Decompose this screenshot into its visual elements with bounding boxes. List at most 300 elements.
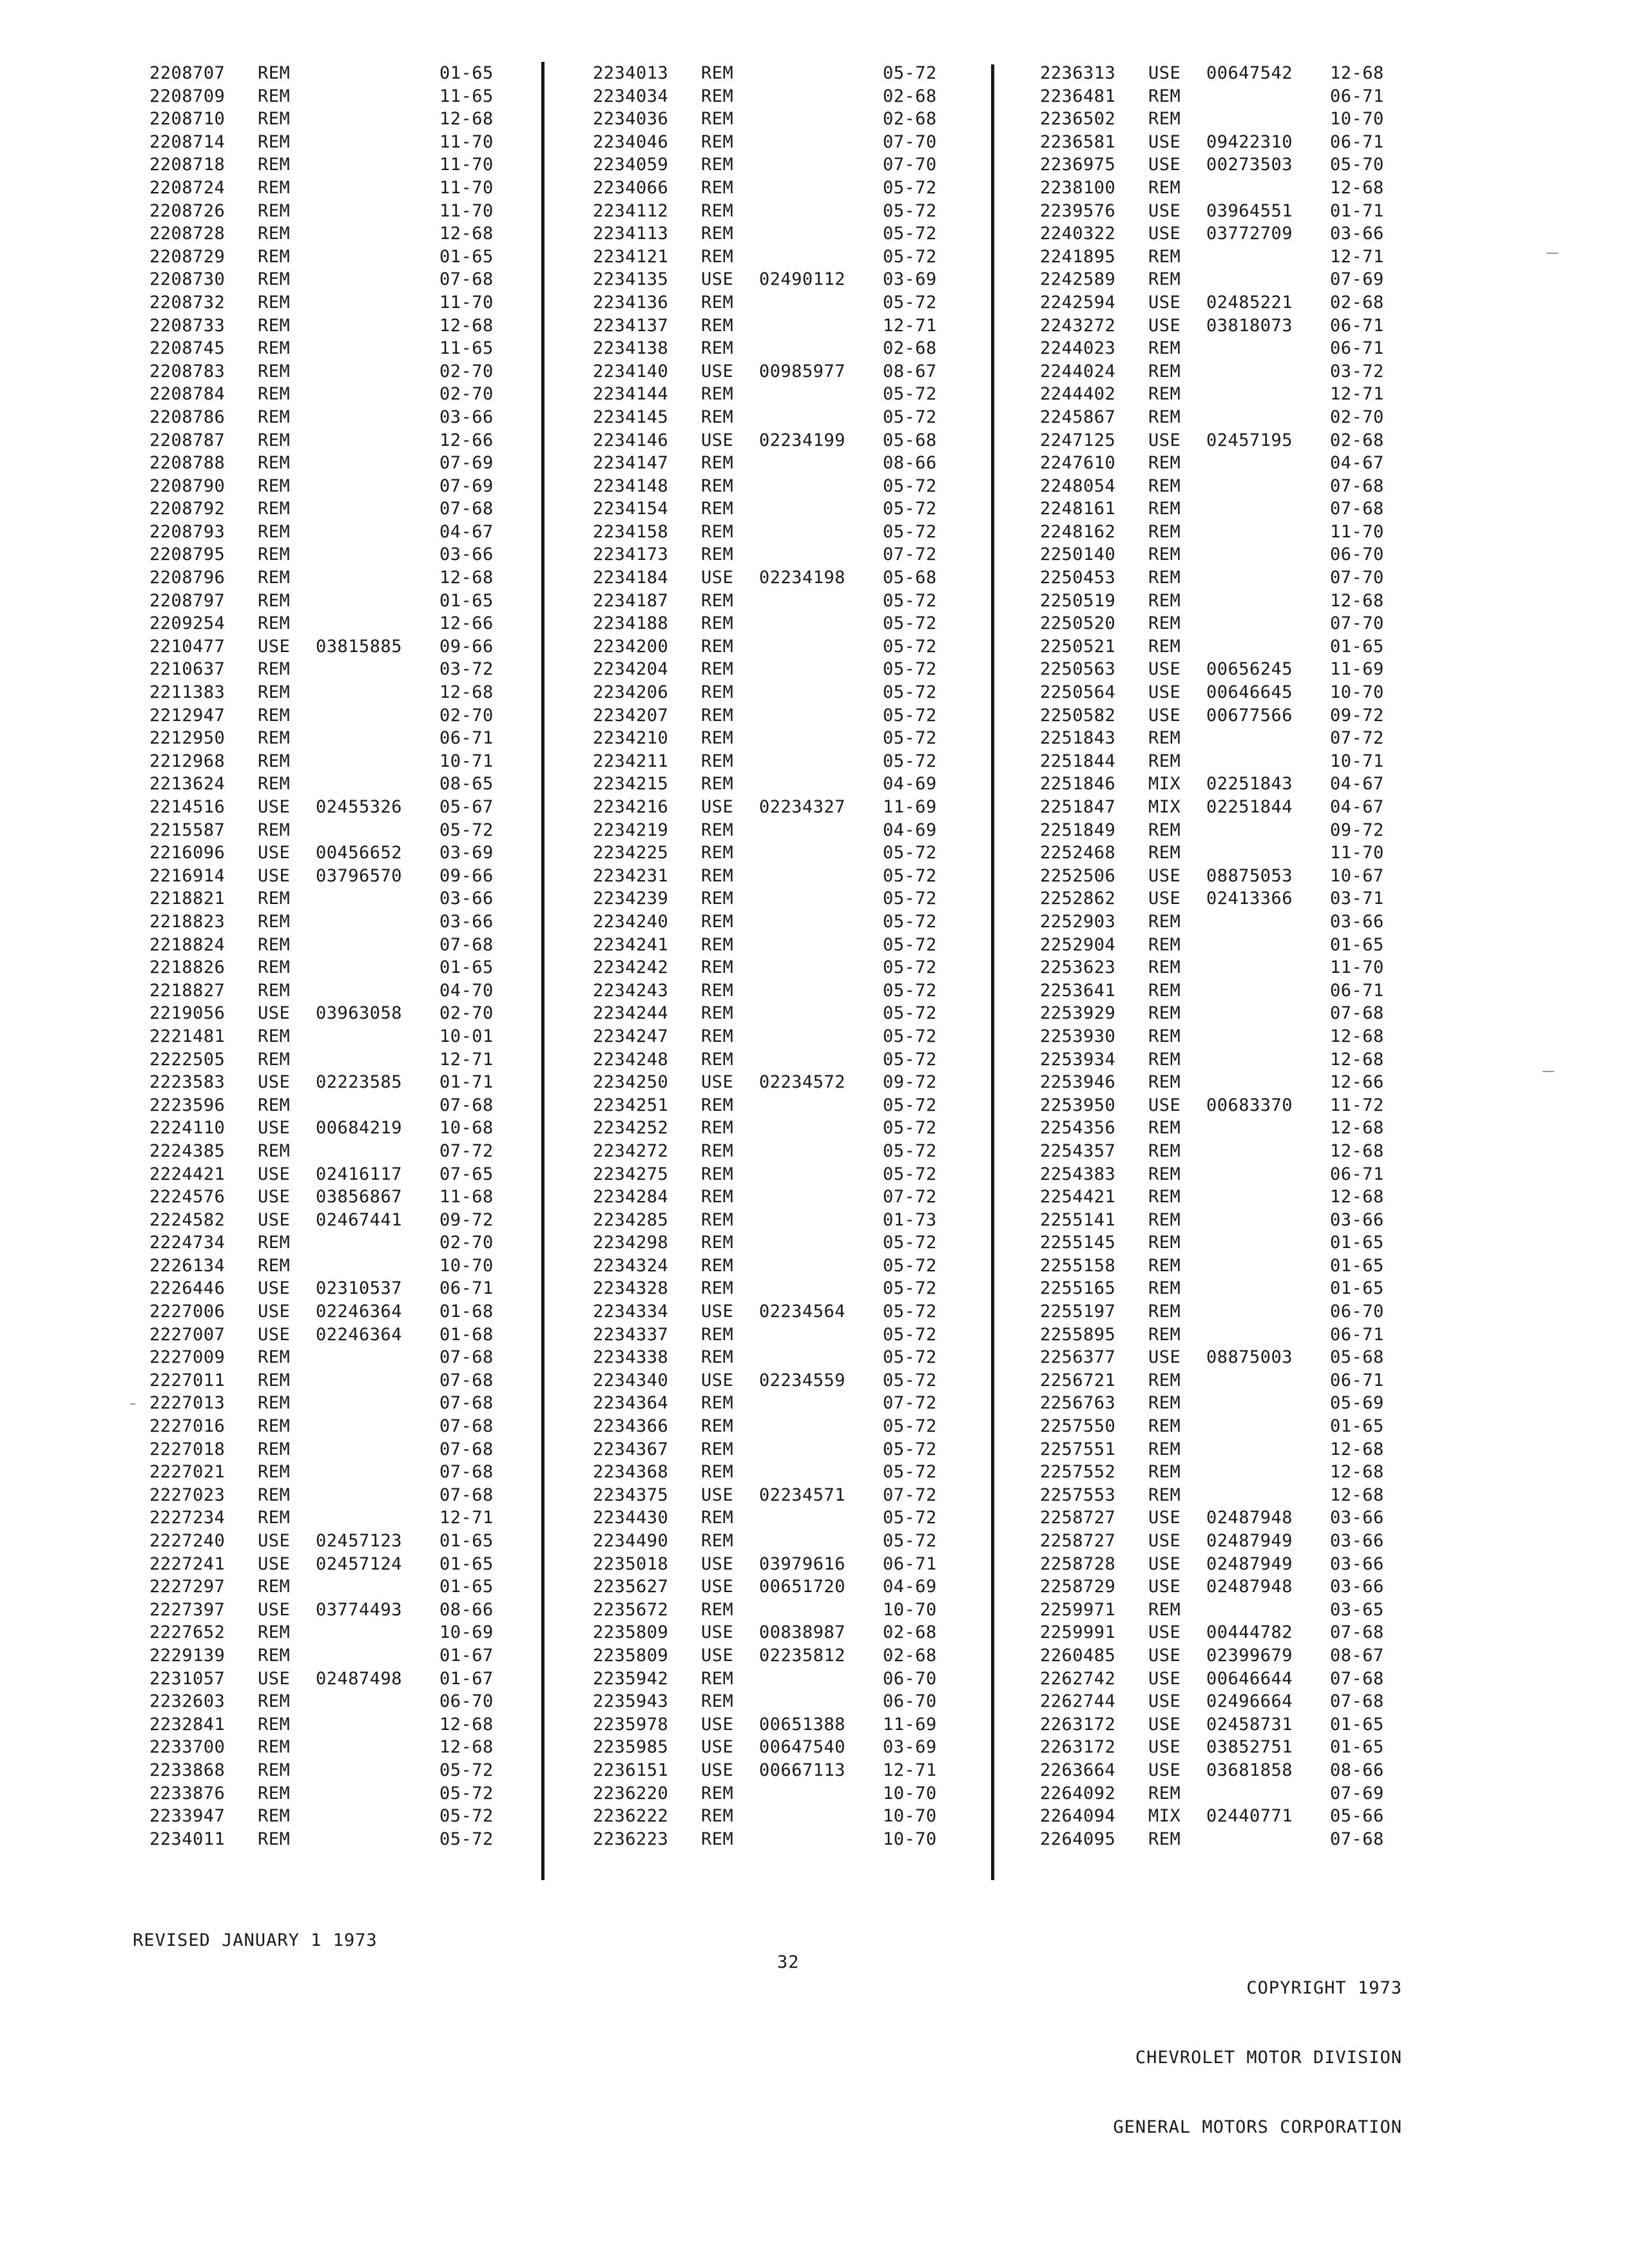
part-number: 2227021 [149, 1462, 226, 1483]
listing-row [593, 1690, 954, 1713]
listing-row [1040, 1644, 1401, 1667]
effective-date: 01-65 [1330, 1278, 1384, 1299]
action-code: REM [258, 568, 291, 588]
replacement-part: 02490112 [759, 269, 846, 290]
effective-date: 10-67 [1330, 865, 1384, 886]
action-code: REM [1148, 177, 1181, 198]
listing-row [149, 956, 510, 979]
effective-date: 07-68 [1330, 1668, 1384, 1689]
part-number: 2234034 [593, 86, 669, 106]
action-code: USE [1148, 1508, 1181, 1528]
action-code: USE [1148, 1714, 1181, 1735]
part-number: 2234154 [593, 499, 669, 519]
replacement-part: 00667113 [759, 1760, 846, 1780]
listing-row [149, 681, 510, 704]
part-number: 2208792 [149, 499, 226, 519]
action-code: REM [701, 1187, 734, 1207]
action-code: REM [1148, 384, 1181, 405]
part-number: 2255895 [1040, 1324, 1116, 1345]
replacement-part: 00651720 [759, 1577, 846, 1597]
action-code: USE [1148, 1347, 1181, 1368]
part-number: 2255141 [1040, 1209, 1116, 1230]
listing-row [1040, 1599, 1401, 1622]
part-number: 2234285 [593, 1209, 669, 1230]
part-number: 2254356 [1040, 1118, 1116, 1139]
replacement-part: 02496664 [1206, 1691, 1293, 1712]
action-code: REM [1148, 911, 1181, 932]
part-number: 2234430 [593, 1508, 669, 1528]
action-code: REM [701, 682, 734, 703]
listing-row [593, 979, 954, 1003]
action-code: REM [701, 1599, 734, 1620]
replacement-part: 00647542 [1206, 63, 1293, 83]
part-number: 2251844 [1040, 751, 1116, 771]
action-code: REM [258, 820, 291, 840]
listing-column-1 [149, 62, 510, 1850]
listing-row [593, 337, 954, 360]
part-number: 2254421 [1040, 1187, 1116, 1207]
part-number: 2234244 [593, 1003, 669, 1024]
replacement-part: 02487948 [1206, 1508, 1293, 1528]
effective-date: 05-67 [439, 797, 494, 817]
listing-row [149, 1254, 510, 1278]
listing-row [593, 406, 954, 429]
effective-date: 05-72 [883, 1462, 937, 1483]
part-number: 2242594 [1040, 292, 1116, 312]
listing-row [149, 1209, 510, 1232]
action-code: USE [701, 1760, 734, 1780]
action-code: USE [701, 1714, 734, 1735]
page-number: 32 [777, 1952, 800, 1972]
effective-date: 11-68 [439, 1187, 494, 1207]
part-number: 2236151 [593, 1760, 669, 1780]
listing-row [593, 429, 954, 452]
action-code: REM [258, 934, 291, 955]
part-number: 2234046 [593, 131, 669, 152]
action-code: REM [701, 453, 734, 474]
action-code: USE [258, 1668, 291, 1689]
listing-row [1040, 1484, 1401, 1507]
effective-date: 05-72 [883, 1255, 937, 1276]
action-code: REM [701, 246, 734, 267]
action-code: REM [258, 1049, 291, 1070]
listing-row [149, 1667, 510, 1691]
part-number: 2234207 [593, 705, 669, 726]
part-number: 2253934 [1040, 1049, 1116, 1070]
effective-date: 07-68 [439, 1370, 494, 1390]
action-code: REM [258, 980, 291, 1001]
action-code: USE [701, 1577, 734, 1597]
listing-row [1040, 1094, 1401, 1117]
effective-date: 11-70 [1330, 843, 1384, 863]
listing-row [149, 1690, 510, 1713]
action-code: USE [1148, 1531, 1181, 1551]
effective-date: 03-66 [1330, 1531, 1384, 1551]
part-number: 2227234 [149, 1508, 226, 1528]
effective-date: 11-65 [439, 338, 494, 359]
replacement-part: 02487498 [316, 1668, 403, 1689]
part-number: 2235809 [593, 1645, 669, 1666]
listing-row [1040, 1392, 1401, 1415]
effective-date: 03-66 [439, 407, 494, 427]
part-number: 2248161 [1040, 499, 1116, 519]
effective-date: 11-70 [439, 155, 494, 175]
effective-date: 12-71 [883, 1760, 937, 1780]
effective-date: 05-72 [883, 1278, 937, 1299]
part-number: 2234113 [593, 224, 669, 244]
listing-row [593, 1461, 954, 1484]
action-code: USE [701, 361, 734, 381]
effective-date: 10-70 [883, 1806, 937, 1827]
part-number: 2227397 [149, 1599, 226, 1620]
effective-date: 01-65 [439, 957, 494, 978]
replacement-part: 00456652 [316, 843, 403, 863]
effective-date: 04-67 [1330, 453, 1384, 474]
part-number: 2234324 [593, 1255, 669, 1276]
effective-date: 03-66 [439, 911, 494, 932]
part-number: 2250453 [1040, 568, 1116, 588]
part-number: 2236581 [1040, 131, 1116, 152]
action-code: REM [1148, 499, 1181, 519]
part-number: 2218824 [149, 934, 226, 955]
action-code: REM [258, 109, 291, 130]
effective-date: 12-66 [1330, 1072, 1384, 1093]
listing-row [149, 452, 510, 475]
effective-date: 05-72 [883, 476, 937, 496]
effective-date: 05-72 [883, 177, 937, 198]
action-code: USE [258, 1209, 291, 1230]
action-code: REM [258, 246, 291, 267]
effective-date: 07-72 [883, 1485, 937, 1505]
part-number: 2236975 [1040, 155, 1116, 175]
listing-row [1040, 934, 1401, 957]
listing-row [149, 819, 510, 842]
effective-date: 05-72 [883, 292, 937, 312]
listing-row [149, 865, 510, 888]
part-number: 2254357 [1040, 1140, 1116, 1161]
effective-date: 11-69 [883, 797, 937, 817]
listing-row [593, 658, 954, 681]
part-number: 2234036 [593, 109, 669, 130]
action-code: USE [1148, 1668, 1181, 1689]
effective-date: 03-66 [1330, 1508, 1384, 1528]
action-code: REM [701, 1347, 734, 1368]
effective-date: 05-72 [883, 636, 937, 657]
effective-date: 12-71 [883, 315, 937, 336]
listing-row [1040, 177, 1401, 200]
listing-row [593, 314, 954, 338]
listing-row [149, 979, 510, 1003]
action-code: REM [258, 131, 291, 152]
listing-row [1040, 1828, 1401, 1851]
effective-date: 07-65 [439, 1164, 494, 1184]
part-number: 2208707 [149, 63, 226, 83]
part-number: 2218826 [149, 957, 226, 978]
action-code: REM [701, 1691, 734, 1712]
listing-row [149, 1117, 510, 1140]
part-number: 2248054 [1040, 476, 1116, 496]
action-code: USE [1148, 224, 1181, 244]
listing-row [1040, 314, 1401, 338]
part-number: 2250520 [1040, 613, 1116, 634]
listing-row [1040, 819, 1401, 842]
action-code: REM [701, 820, 734, 840]
part-number: 2208797 [149, 590, 226, 611]
action-code: REM [701, 292, 734, 312]
effective-date: 01-65 [1330, 1714, 1384, 1735]
part-number: 2234240 [593, 911, 669, 932]
action-code: REM [1148, 1072, 1181, 1093]
listing-row [1040, 1461, 1401, 1484]
part-number: 2234216 [593, 797, 669, 817]
effective-date: 03-72 [439, 659, 494, 680]
replacement-part: 03681858 [1206, 1760, 1293, 1780]
part-number: 2224582 [149, 1209, 226, 1230]
part-number: 2253950 [1040, 1095, 1116, 1115]
listing-row [593, 383, 954, 406]
listing-row [149, 62, 510, 85]
part-number: 2227652 [149, 1622, 226, 1643]
action-code: USE [1148, 131, 1181, 152]
listing-row [149, 1828, 510, 1851]
action-code: REM [258, 1095, 291, 1115]
listing-row [1040, 1346, 1401, 1369]
listing-row [149, 590, 510, 613]
part-number: 2235627 [593, 1577, 669, 1597]
listing-row [593, 956, 954, 979]
replacement-part: 02234564 [759, 1302, 846, 1322]
listing-row [593, 612, 954, 635]
listing-row [149, 1048, 510, 1072]
action-code: REM [1148, 1255, 1181, 1276]
part-number: 2253623 [1040, 957, 1116, 978]
listing-row [593, 750, 954, 773]
action-code: REM [701, 865, 734, 886]
action-code: REM [701, 889, 734, 909]
effective-date: 07-68 [1330, 1829, 1384, 1849]
part-number: 2234121 [593, 246, 669, 267]
listing-row [1040, 245, 1401, 269]
effective-date: 03-71 [1330, 889, 1384, 909]
part-number: 2256763 [1040, 1393, 1116, 1414]
action-code: REM [258, 224, 291, 244]
listing-row [149, 383, 510, 406]
action-code: REM [1148, 1164, 1181, 1184]
part-number: 2264094 [1040, 1806, 1116, 1827]
action-code: REM [1148, 246, 1181, 267]
action-code: MIX [1148, 774, 1181, 794]
listing-row [149, 1369, 510, 1392]
action-code: REM [701, 1164, 734, 1184]
part-number: 2227013 [149, 1393, 226, 1414]
part-number: 2227009 [149, 1347, 226, 1368]
listing-row [149, 1140, 510, 1163]
action-code: REM [1148, 1302, 1181, 1322]
action-code: USE [701, 1645, 734, 1666]
replacement-part: 00647540 [759, 1737, 846, 1758]
replacement-part: 02251843 [1206, 774, 1293, 794]
effective-date: 06-71 [1330, 86, 1384, 106]
listing-row [149, 291, 510, 314]
replacement-part: 00684219 [316, 1118, 403, 1139]
replacement-part: 00444782 [1206, 1622, 1293, 1643]
effective-date: 05-72 [883, 1531, 937, 1551]
part-number: 2227007 [149, 1324, 226, 1345]
listing-row [1040, 1553, 1401, 1576]
listing-row [149, 635, 510, 658]
action-code: REM [701, 1255, 734, 1276]
listing-row [593, 1071, 954, 1094]
action-code: USE [701, 269, 734, 290]
action-code: REM [1148, 1370, 1181, 1390]
listing-row [1040, 1805, 1401, 1828]
effective-date: 04-67 [439, 521, 494, 542]
listing-row [1040, 200, 1401, 223]
effective-date: 06-71 [1330, 315, 1384, 336]
action-code: REM [258, 155, 291, 175]
effective-date: 05-72 [883, 1347, 937, 1368]
part-number: 2238100 [1040, 177, 1116, 198]
listing-row [593, 1346, 954, 1369]
part-number: 2234135 [593, 269, 669, 290]
part-number: 2245867 [1040, 407, 1116, 427]
listing-row [149, 222, 510, 245]
listing-row [593, 1506, 954, 1530]
part-number: 2208784 [149, 384, 226, 405]
effective-date: 04-67 [1330, 774, 1384, 794]
part-number: 2234215 [593, 774, 669, 794]
effective-date: 05-68 [883, 430, 937, 450]
effective-date: 06-70 [883, 1668, 937, 1689]
action-code: REM [1148, 843, 1181, 863]
listing-row [149, 750, 510, 773]
effective-date: 01-73 [883, 1209, 937, 1230]
part-number: 2250521 [1040, 636, 1116, 657]
part-number: 2235985 [593, 1737, 669, 1758]
listing-row [593, 681, 954, 704]
action-code: REM [1148, 544, 1181, 565]
part-number: 2255165 [1040, 1278, 1116, 1299]
action-code: REM [1148, 957, 1181, 978]
listing-row [593, 268, 954, 291]
action-code: REM [701, 843, 734, 863]
replacement-part: 02234327 [759, 797, 846, 817]
part-number: 2214516 [149, 797, 226, 817]
listing-row [593, 1484, 954, 1507]
effective-date: 10-70 [883, 1599, 937, 1620]
effective-date: 06-70 [439, 1691, 494, 1712]
action-code: REM [258, 430, 291, 450]
effective-date: 02-68 [883, 1645, 937, 1666]
listing-row [149, 658, 510, 681]
part-number: 2252904 [1040, 934, 1116, 955]
listing-row [593, 497, 954, 521]
effective-date: 05-72 [883, 224, 937, 244]
effective-date: 01-65 [1330, 934, 1384, 955]
effective-date: 11-69 [883, 1714, 937, 1735]
part-number: 2239576 [1040, 200, 1116, 221]
part-number: 2234140 [593, 361, 669, 381]
listing-row [593, 934, 954, 957]
effective-date: 04-67 [1330, 797, 1384, 817]
part-number: 2210637 [149, 659, 226, 680]
listing-row [1040, 1759, 1401, 1782]
listing-row [1040, 429, 1401, 452]
effective-date: 05-72 [883, 843, 937, 863]
action-code: USE [258, 1302, 291, 1322]
listing-row [1040, 1506, 1401, 1530]
action-code: REM [258, 200, 291, 221]
listing-row [1040, 1071, 1401, 1094]
part-number: 2218827 [149, 980, 226, 1001]
listing-row [1040, 1231, 1401, 1254]
action-code: REM [701, 751, 734, 771]
listing-row [1040, 1209, 1401, 1232]
listing-row [149, 1782, 510, 1805]
action-code: REM [258, 63, 291, 83]
part-number: 2234200 [593, 636, 669, 657]
listing-row [149, 1231, 510, 1254]
effective-date: 12-71 [1330, 384, 1384, 405]
listing-row [593, 727, 954, 750]
effective-date: 12-68 [1330, 1485, 1384, 1505]
replacement-part: 02234571 [759, 1485, 846, 1505]
part-number: 2251847 [1040, 797, 1116, 817]
listing-row [593, 635, 954, 658]
action-code: USE [1148, 1622, 1181, 1643]
action-code: USE [258, 797, 291, 817]
action-code: REM [258, 1416, 291, 1437]
part-number: 2253930 [1040, 1026, 1116, 1046]
part-number: 2234137 [593, 315, 669, 336]
action-code: REM [701, 659, 734, 680]
effective-date: 06-71 [1330, 1324, 1384, 1345]
effective-date: 07-69 [1330, 1783, 1384, 1803]
action-code: USE [701, 1553, 734, 1574]
part-number: 2223596 [149, 1095, 226, 1115]
part-number: 2209254 [149, 613, 226, 634]
action-code: REM [701, 613, 734, 634]
action-code: REM [701, 1462, 734, 1483]
effective-date: 03-69 [883, 269, 937, 290]
effective-date: 12-68 [1330, 1187, 1384, 1207]
action-code: REM [1148, 338, 1181, 359]
listing-row [593, 1599, 954, 1622]
listing-row [149, 1002, 510, 1025]
effective-date: 06-71 [1330, 1164, 1384, 1184]
action-code: USE [1148, 682, 1181, 703]
effective-date: 08-67 [883, 361, 937, 381]
listing-row [593, 131, 954, 154]
effective-date: 01-71 [1330, 200, 1384, 221]
effective-date: 05-72 [883, 521, 937, 542]
listing-row [1040, 1736, 1401, 1759]
listing-row [593, 1736, 954, 1759]
effective-date: 11-69 [1330, 659, 1384, 680]
part-number: 2208790 [149, 476, 226, 496]
listing-row [149, 612, 510, 635]
listing-row [1040, 108, 1401, 131]
part-number: 2241895 [1040, 246, 1116, 267]
part-number: 2234112 [593, 200, 669, 221]
action-code: REM [701, 315, 734, 336]
listing-row [149, 1186, 510, 1209]
listing-row [149, 566, 510, 590]
effective-date: 12-68 [439, 1714, 494, 1735]
action-code: REM [258, 751, 291, 771]
part-number: 2234366 [593, 1416, 669, 1437]
part-number: 2234284 [593, 1187, 669, 1207]
